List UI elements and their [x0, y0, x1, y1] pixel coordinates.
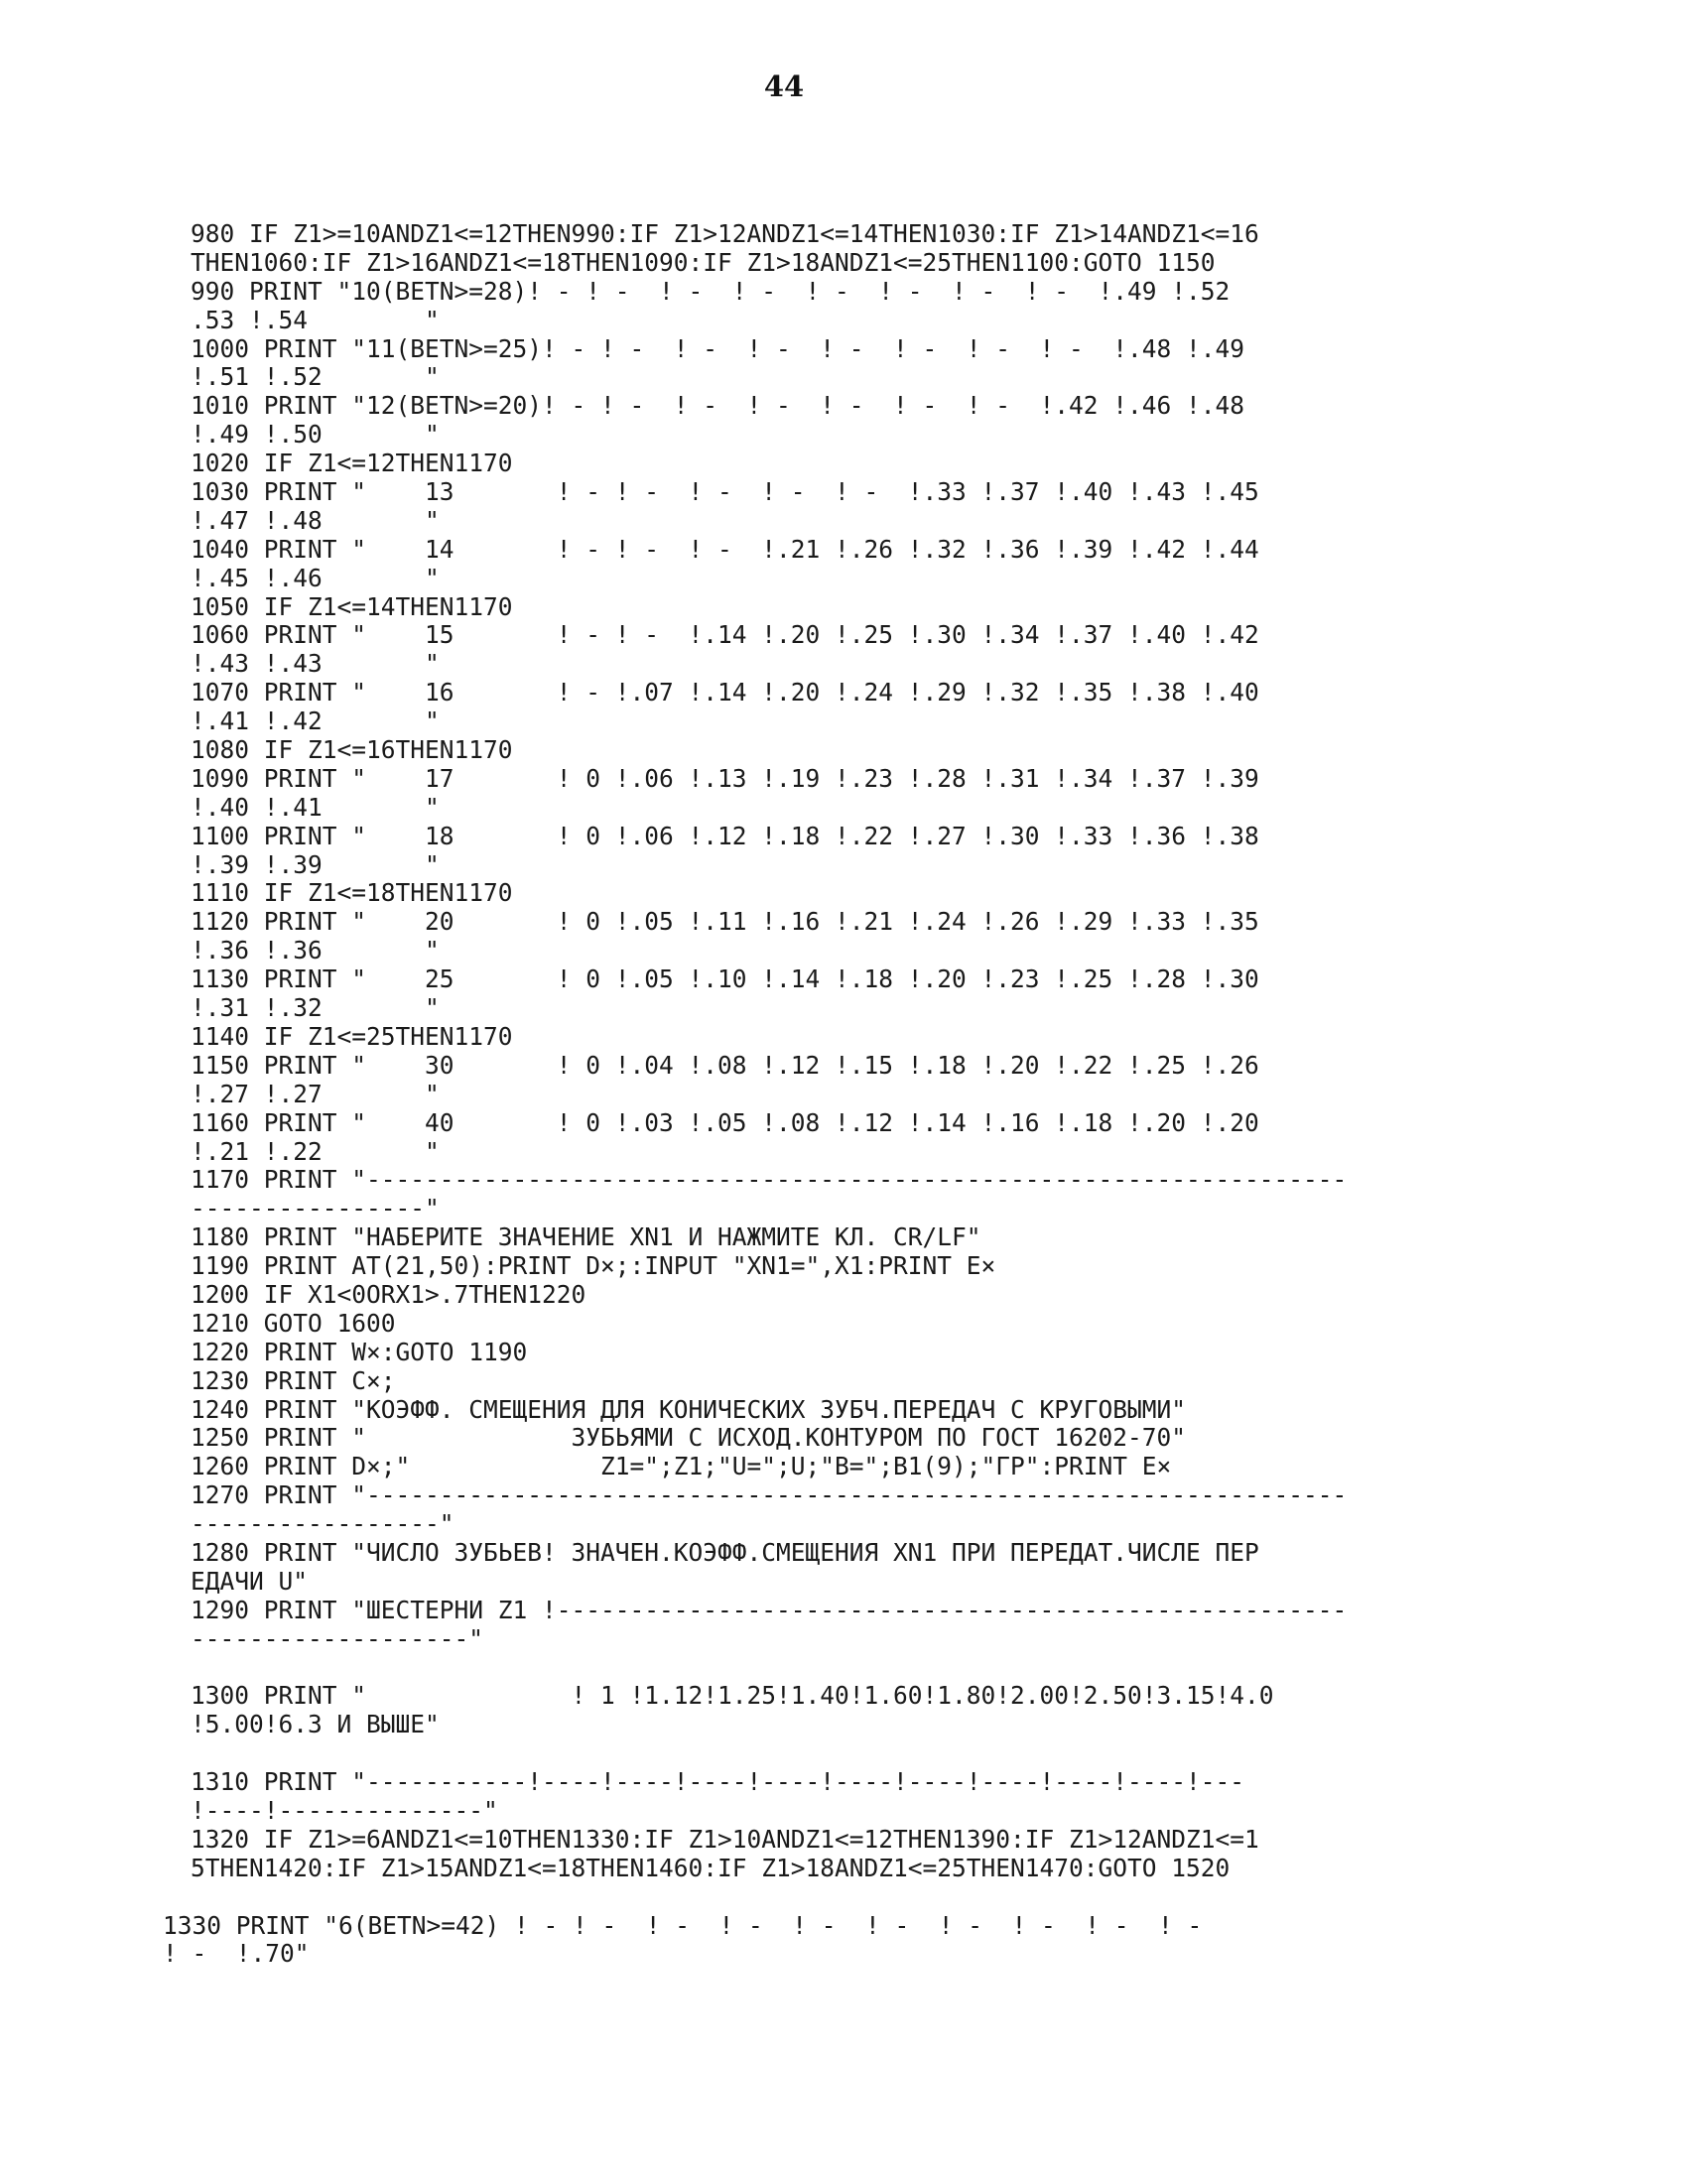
- code-line: !.43 !.43 ": [191, 649, 440, 679]
- code-line: !.51 !.52 ": [191, 362, 440, 392]
- code-line: 1130 PRINT " 25 ! 0 !.05 !.10 !.14 !.18 !.20 !.23 !.25 !.28 !.30: [191, 964, 1259, 994]
- code-line: !.36 !.36 ": [191, 936, 440, 965]
- code-line: 1070 PRINT " 16 ! - !.07 !.14 !.20 !.24 !.29 !.32 !.35 !.38 !.40: [191, 678, 1259, 707]
- code-line: 1000 PRINT "11(BETN>=25)! - ! - ! - ! - ! - ! - ! - ! - !.48 !.49: [191, 333, 1245, 363]
- code-line: 1310 PRINT "-----------!----!----!----!----!----!----!----!----!----!---: [191, 1767, 1245, 1797]
- code-line: 1020 IF Z1<=12THEN1170: [191, 449, 513, 478]
- code-line: -----------------": [191, 1509, 455, 1539]
- code-line: ----------------": [191, 1194, 440, 1223]
- code-line: 5THEN1420:IF Z1>15ANDZ1<=18THEN1460:IF Z1>18ANDZ1<=25THEN1470:GOTO 1520: [191, 1853, 1231, 1882]
- code-line: 1210 GOTO 1600: [191, 1308, 396, 1338]
- code-line: 990 PRINT "10(BETN>=28)! - ! - ! - ! - ! - ! - ! - ! - !.49 !.52: [191, 276, 1231, 306]
- blank-line: [191, 1883, 1530, 1912]
- code-line: THEN1060:IF Z1>16ANDZ1<=18THEN1090:IF Z1>18ANDZ1<=25THEN1100:GOTO 1150: [191, 247, 1216, 277]
- code-line: 1120 PRINT " 20 ! 0 !.05 !.11 !.16 !.21 !.24 !.26 !.29 !.33 !.35: [191, 907, 1259, 937]
- code-line: 1280 PRINT "ЧИСЛО ЗУБЬЕВ! ЗНАЧЕН.КОЭФФ.СМЕЩЕНИЯ XN1 ПРИ ПЕРЕДАТ.ЧИСЛЕ ПЕР: [191, 1537, 1259, 1567]
- code-line: 1230 PRINT C×;: [191, 1365, 396, 1395]
- code-line: 1220 PRINT W×:GOTO 1190: [191, 1337, 528, 1366]
- code-line: 1300 PRINT " ! 1 !1.12!1.25!1.40!1.60!1.80!2.00!2.50!3.15!4.0: [191, 1681, 1274, 1711]
- code-line: !----!--------------": [191, 1795, 498, 1825]
- code-line: 1170 PRINT "-------------------------------------------------------------------: [191, 1165, 1348, 1195]
- code-line: 1040 PRINT " 14 ! - ! - ! - !.21 !.26 !.32 !.36 !.39 !.42 !.44: [191, 534, 1259, 564]
- code-line: !.45 !.46 ": [191, 563, 440, 592]
- code-line: !.21 !.22 ": [191, 1136, 440, 1166]
- code-line: 1200 IF X1<0ORX1>.7THEN1220: [191, 1279, 586, 1309]
- code-line: 1150 PRINT " 30 ! 0 !.04 !.08 !.12 !.15 !.18 !.20 !.22 !.25 !.26: [191, 1050, 1259, 1080]
- code-line: ! - !.70": [163, 1939, 310, 1969]
- code-line: 1240 PRINT "КОЭФФ. СМЕЩЕНИЯ ДЛЯ КОНИЧЕСКИХ ЗУБЧ.ПЕРЕДАЧ С КРУГОВЫМИ": [191, 1394, 1187, 1424]
- code-line: 1140 IF Z1<=25THEN1170: [191, 1021, 513, 1051]
- code-line: !.40 !.41 ": [191, 792, 440, 822]
- blank-line: [191, 1654, 1530, 1683]
- code-line: 1010 PRINT "12(BETN>=20)! - ! - ! - ! - ! - ! - ! - !.42 !.46 !.48: [191, 391, 1245, 421]
- code-line: 1090 PRINT " 17 ! 0 !.06 !.13 !.19 !.23 !.28 !.31 !.34 !.37 !.39: [191, 763, 1259, 793]
- page-number: 44: [763, 69, 805, 103]
- code-line: 1060 PRINT " 15 ! - ! - !.14 !.20 !.25 !.30 !.34 !.37 !.40 !.42: [191, 620, 1259, 650]
- code-line: 1290 PRINT "ШЕСТЕРНИ Z1 !------------------------------------------------------: [191, 1595, 1348, 1624]
- code-line: 1330 PRINT "6(BETN>=42) ! - ! - ! - ! - ! - ! - ! - ! - ! - ! -: [163, 1910, 1203, 1940]
- blank-line: [191, 1739, 1530, 1768]
- code-line: 1100 PRINT " 18 ! 0 !.06 !.12 !.18 !.22 !.27 !.30 !.33 !.36 !.38: [191, 821, 1259, 850]
- code-line: 1080 IF Z1<=16THEN1170: [191, 735, 513, 765]
- code-line: 1180 PRINT "НАБЕРИТЕ ЗНАЧЕНИЕ XN1 И НАЖМИТЕ КЛ. CR/LF": [191, 1222, 981, 1252]
- code-line: !5.00!6.3 И ВЫШЕ": [191, 1710, 440, 1739]
- basic-program-listing: [163, 219, 1530, 1969]
- code-line: 1160 PRINT " 40 ! 0 !.03 !.05 !.08 !.12 !.14 !.16 !.18 !.20 !.20: [191, 1107, 1259, 1137]
- code-line: !.47 !.48 ": [191, 505, 440, 535]
- code-line: !.31 !.32 ": [191, 993, 440, 1023]
- code-line: 1270 PRINT "-------------------------------------------------------------------: [191, 1480, 1348, 1510]
- code-line: !.49 !.50 ": [191, 420, 440, 450]
- code-line: ЕДАЧИ U": [191, 1566, 309, 1596]
- code-line: 1260 PRINT D×;" Z1=";Z1;"U=";U;"B=";B1(9);"ГР":PRINT E×: [191, 1452, 1172, 1481]
- code-line: -------------------": [191, 1623, 484, 1653]
- code-line: .53 !.54 ": [191, 305, 440, 334]
- code-line: 1110 IF Z1<=18THEN1170: [191, 878, 513, 908]
- code-line: !.27 !.27 ": [191, 1079, 440, 1108]
- code-line: 1050 IF Z1<=14THEN1170: [191, 591, 513, 621]
- code-line: 980 IF Z1>=10ANDZ1<=12THEN990:IF Z1>12ANDZ1<=14THEN1030:IF Z1>14ANDZ1<=16: [191, 219, 1259, 248]
- code-line: 1190 PRINT AT(21,50):PRINT D×;:INPUT "XN1=",X1:PRINT E×: [191, 1251, 996, 1281]
- code-line: 1030 PRINT " 13 ! - ! - ! - ! - ! - !.33 !.37 !.40 !.43 !.45: [191, 477, 1259, 507]
- code-line: !.41 !.42 ": [191, 707, 440, 736]
- code-line: 1250 PRINT " ЗУБЬЯМИ С ИСХОД.КОНТУРОМ ПО ГОСТ 16202-70": [191, 1423, 1187, 1453]
- code-line: !.39 !.39 ": [191, 849, 440, 879]
- code-line: 1320 IF Z1>=6ANDZ1<=10THEN1330:IF Z1>10ANDZ1<=12THEN1390:IF Z1>12ANDZ1<=1: [191, 1824, 1259, 1854]
